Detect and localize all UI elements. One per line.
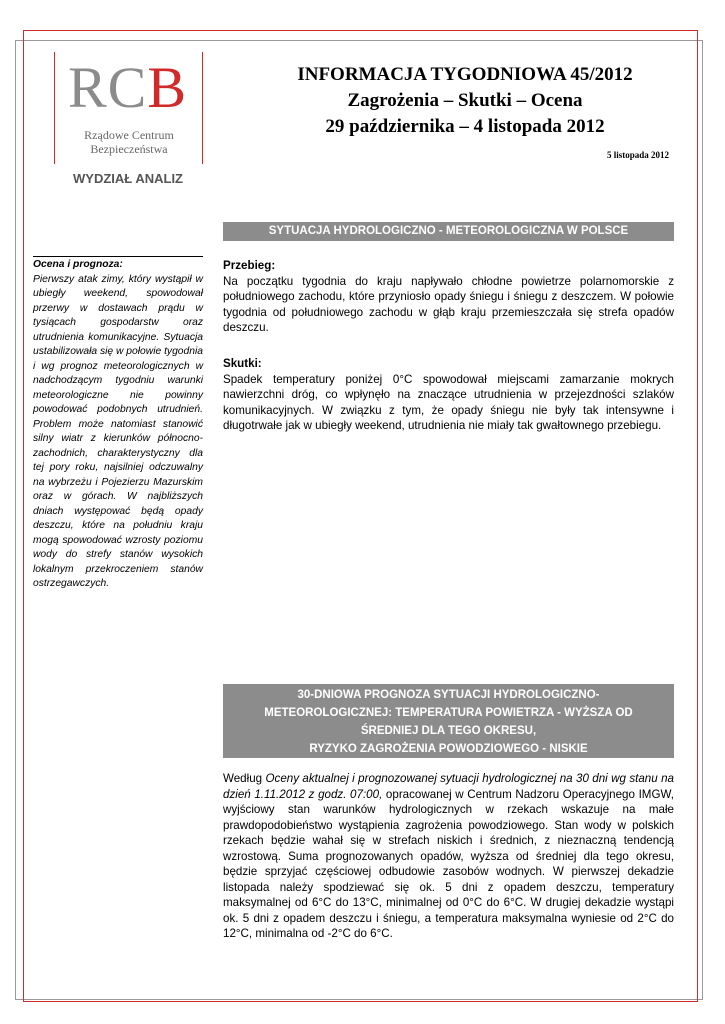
sidebar-heading: Ocena i prognoza:: [33, 259, 123, 270]
title-line3: 29 października – 4 listopada 2012: [325, 116, 605, 137]
document-title: [220, 62, 710, 140]
sidebar-assessment: [33, 258, 203, 592]
skutki-section: [223, 356, 674, 434]
logo-rc: RC: [68, 55, 148, 120]
rcb-logo: [54, 52, 204, 164]
section2-header-line3: ŚREDNIEJ DLA TEGO OKRESU,: [360, 725, 537, 737]
logo-subtitle-line2: Bezpieczeństwa: [90, 142, 168, 156]
sidebar-rule: [33, 256, 203, 257]
forecast-source-title: Oceny aktualnej i prognozowanej sytuacji hydrologicznej na 30 dni wg stanu na dzień 1.11.2012 z godz. 07:00,: [223, 772, 674, 801]
logo-subtitle: [54, 128, 204, 156]
skutki-heading: Skutki:: [223, 357, 262, 370]
forecast-text-rest: opracowanej w Centrum Nadzoru Operacyjnego IMGW, wyjściowy stan warunków hydrologicznych w rzekach wskazuje na małe prawdopodobieństwo wystąpienia zagrożenia powodziowego. Stan wody w polskich rzekach będzie wahał się w strefach niskich i średnich, z nieznaczną tendencją wzrostową. Suma prognozowanych opadów, wyższa od średniej dla tego okresu, będzie sprzyjać częściowej odbudowie zasobów wodnych. W pierwszej dekadzie listopada należy spodziewać się ok. 5 dni z opadem deszczu, temperatury maksymalnej od 6°C do 13°C, minimalnej od 0°C do 6°C. W drugiej dekadzie wystąpi ok. 5 dni z opadem deszczu i śniegu, a temperatura maksymalna wyniesie od 2°C do 12°C, minimalna od -2°C do 6°C.: [223, 787, 674, 940]
title-line1: INFORMACJA TYGODNIOWA 45/2012: [297, 64, 633, 85]
section2-header-line4: RYZYKO ZAGROŻENIA POWODZIOWEGO - NISKIE: [309, 743, 588, 755]
logo-letters: [68, 55, 188, 120]
sidebar-text: Pierwszy atak zimy, który wystąpił w ubiegły weekend, spowodował przerwy w dostawach prądu w tysiącach gospodarstw oraz utrudnienia komunikacyjne. Sytuacja ustabilizowała się w połowie tygodnia i wg prognoz meteorologicznych w nadchodzącym tygodniu warunki meteorologiczne nie powinny powodować podobnych utrudnień. Problem może natomiast stanowić silny wiatr z kierunków północno-zachodnich, charakterystyczny dla tej pory roku, najsilniej odczuwalny na wybrzeżu i Pojezierzu Mazurskim oraz w górach. W najbliższych dniach występować będą opady deszczu, które na południu kraju mogą spowodować wzrosty poziomu wody do strefy stanów wysokich lokalnym przekroczeniem stanów ostrzegawczych.: [33, 273, 203, 589]
section2-header-line1: 30-DNIOWA PROGNOZA SYTUACJI HYDROLOGICZNO-: [297, 689, 600, 701]
skutki-text: Spadek temperatury poniżej 0°C spowodował miejscami zamarzanie mokrych nawierzchni dróg, co wpłynęło na znaczące utrudnienia w przejezdności szlaków komunikacyjnych. W związku z tym, że opady śniegu nie były tak intensywne i długotrwałe jak w ubiegły weekend, utrudnienia nie miały tak gwałtownego przebiegu.: [223, 372, 674, 432]
logo-b: B: [147, 55, 188, 120]
przebieg-heading: Przebieg:: [223, 259, 276, 272]
forecast-paragraph: [223, 771, 674, 942]
section2-header: [223, 684, 674, 758]
section2-header-line2: METEOROLOGICZNEJ: TEMPERATURA POWIETRZA - WYŻSZA OD: [264, 707, 633, 719]
przebieg-section: [223, 258, 674, 336]
title-line2: Zagrożenia – Skutki – Ocena: [347, 90, 583, 111]
logo-subtitle-line1: Rządowe Centrum: [84, 128, 174, 142]
forecast-text-start: Według: [223, 772, 263, 785]
department-label: WYDZIAŁ ANALIZ: [73, 171, 183, 186]
section1-header: SYTUACJA HYDROLOGICZNO - METEOROLOGICZNA W POLSCE: [223, 222, 674, 241]
publication-date: 5 listopada 2012: [606, 150, 669, 160]
przebieg-text: Na początku tygodnia do kraju napływało chłodne powietrze polarnomorskie z południowego zachodu, które przyniosło opady śniegu i śniegu z deszczem. W połowie tygodnia od południowego zachodu w głąb kraju przemieszczała się strefa opadów deszczu.: [223, 274, 674, 334]
